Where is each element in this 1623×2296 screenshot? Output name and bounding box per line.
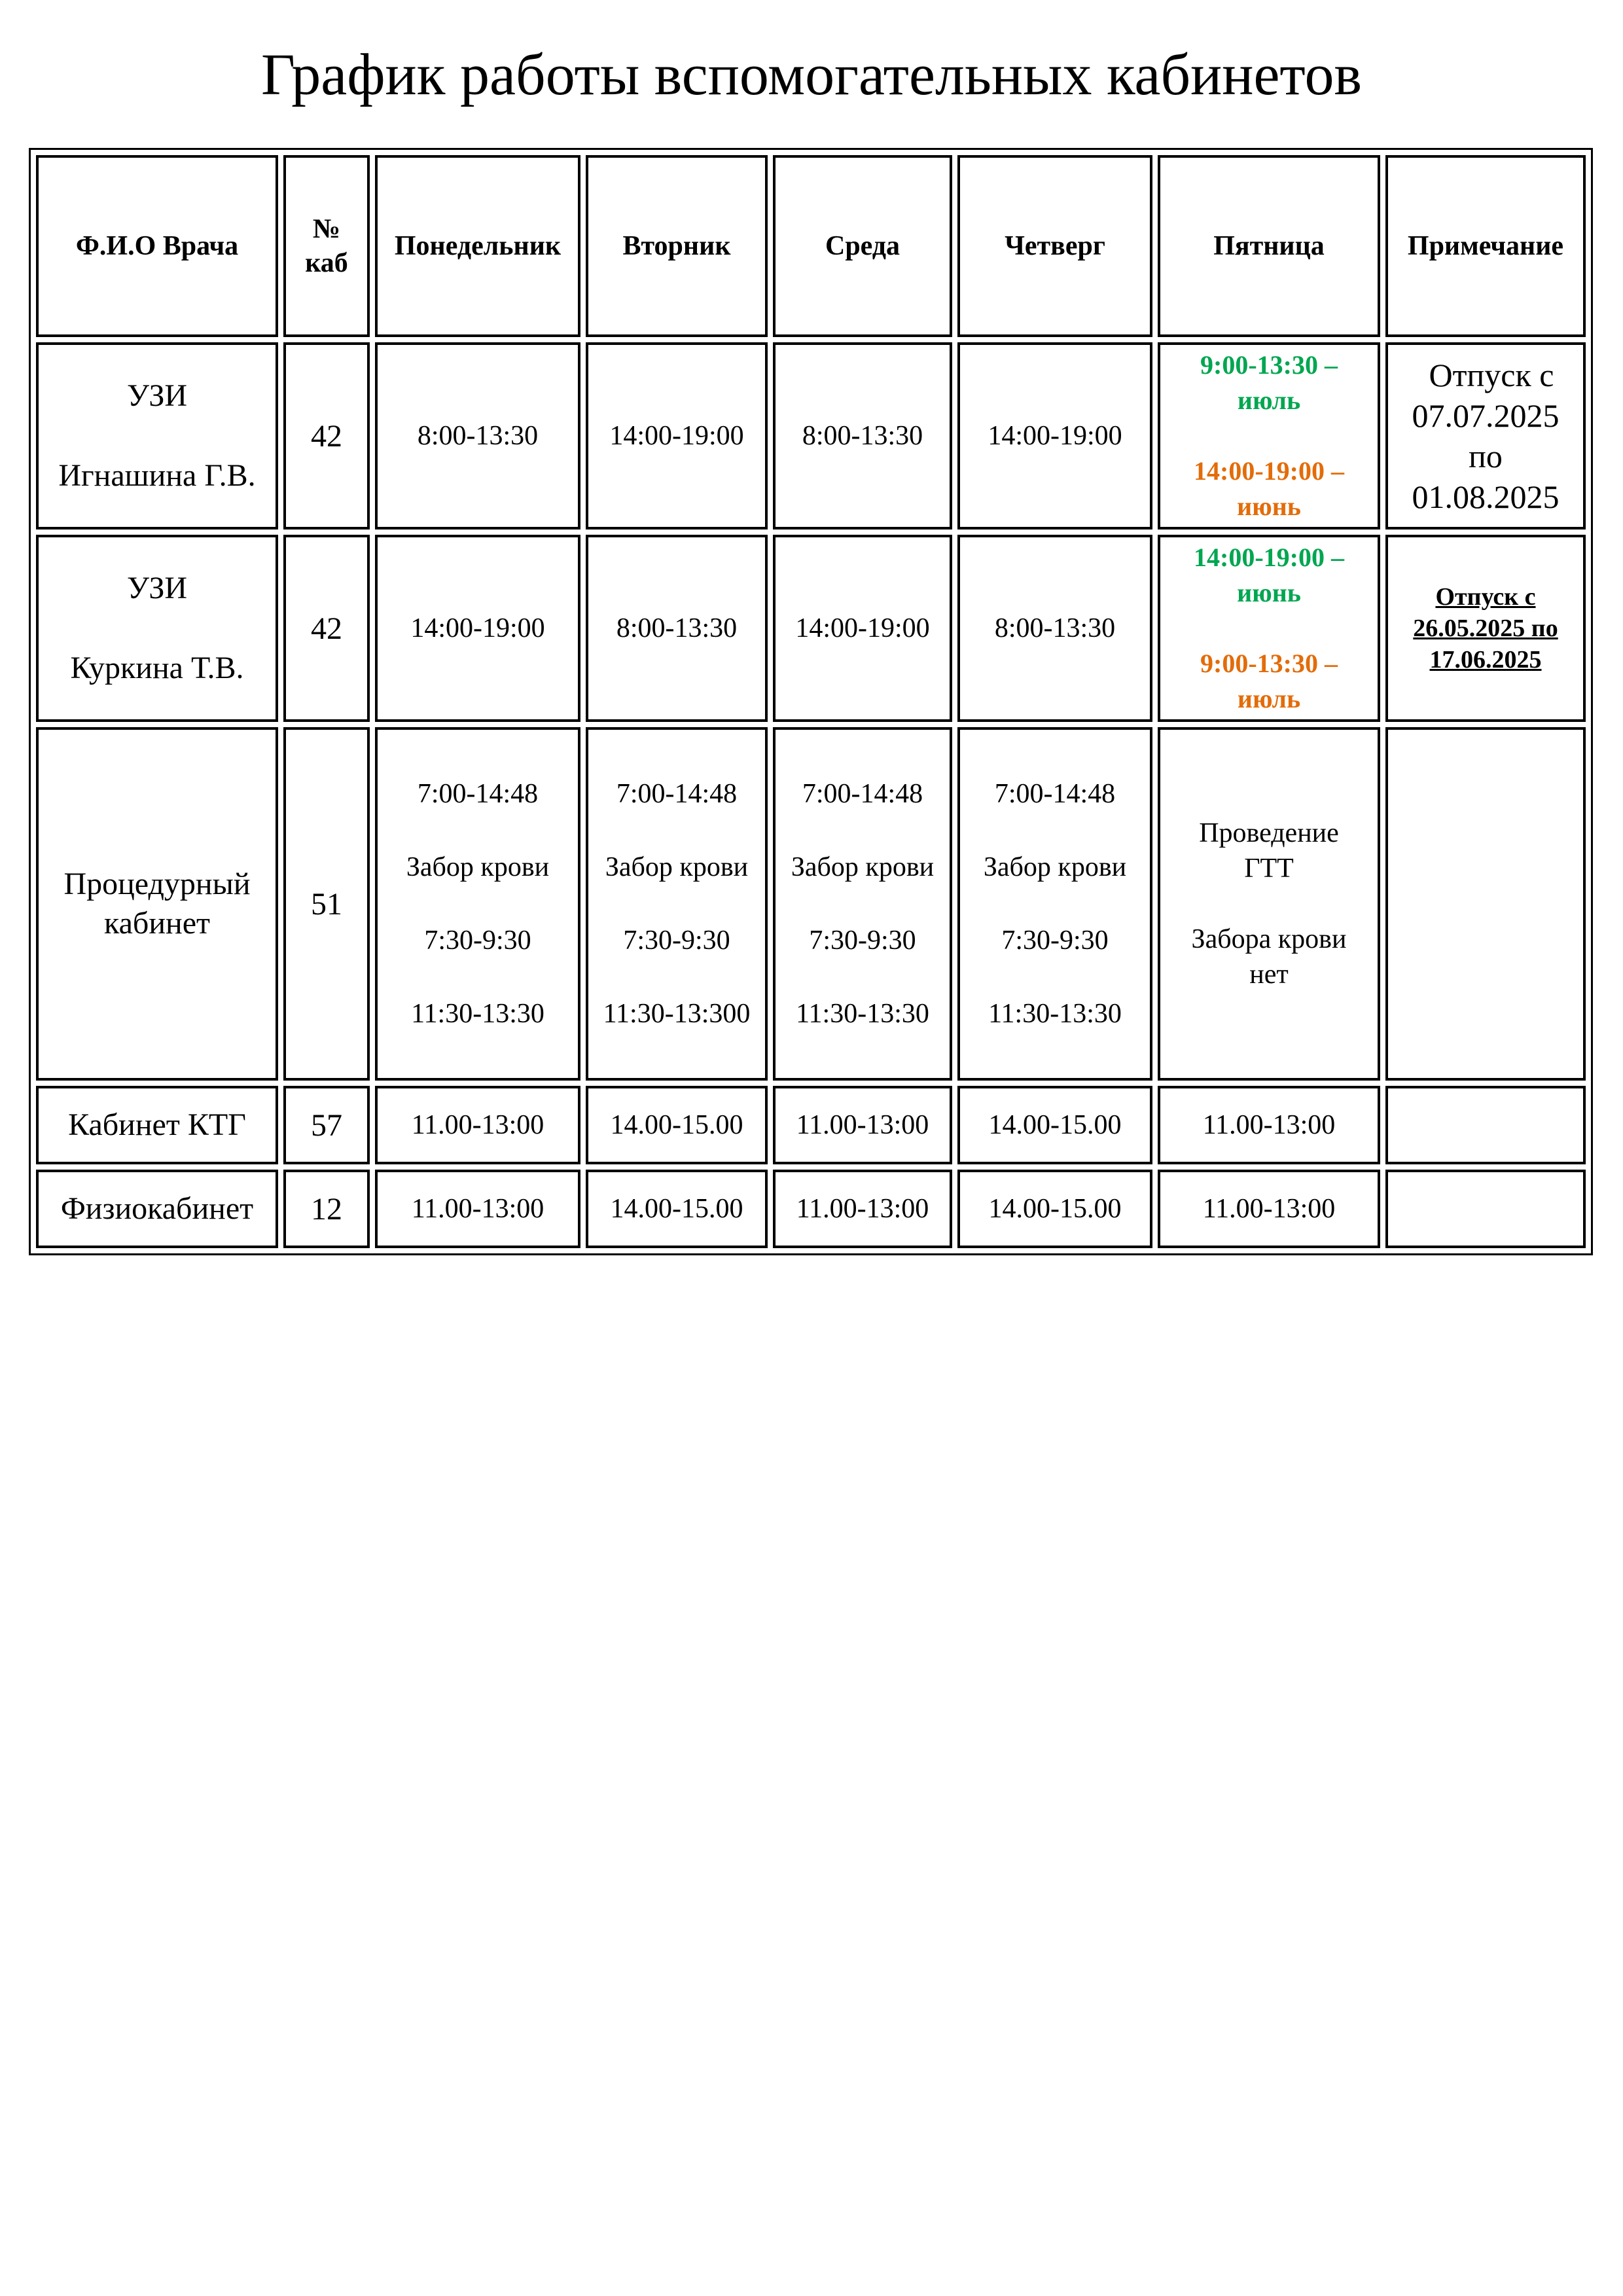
table-row xyxy=(36,727,1586,1081)
blood-draw-label: Забор крови xyxy=(983,852,1127,882)
blood-draw-time: 11:30-13:30 xyxy=(411,999,544,1029)
blood-draw-time: 11:30-13:30 xyxy=(988,999,1122,1029)
no-blood-draw-line: нет xyxy=(1249,960,1289,990)
tuesday-hours: 14:00-19:00 xyxy=(586,342,768,529)
doctor-cell: Физиокабинет xyxy=(36,1170,278,1248)
tuesday-hours: 14.00-15.00 xyxy=(586,1170,768,1248)
header-name: Ф.И.О Врача xyxy=(36,155,278,337)
work-hours: 7:00-14:48 xyxy=(994,779,1116,809)
table-row xyxy=(36,1170,1586,1248)
blood-draw-time: 7:30-9:30 xyxy=(623,925,730,956)
blood-draw-time: 11:30-13:30 xyxy=(796,999,929,1029)
doctor-department: УЗИ xyxy=(126,571,188,605)
friday-june-label: июнь xyxy=(1237,578,1301,607)
wednesday-hours xyxy=(773,727,952,1081)
gtt-line: Проведение xyxy=(1199,818,1339,848)
thursday-hours: 14.00-15.00 xyxy=(957,1086,1152,1164)
header-note: Примечание xyxy=(1385,155,1586,337)
tuesday-hours: 8:00-13:30 xyxy=(586,535,768,722)
room-number: 42 xyxy=(283,535,370,722)
header-row xyxy=(36,155,1586,337)
no-blood-draw-line: Забора крови xyxy=(1191,924,1347,954)
cabinet-name-line: Процедурный xyxy=(63,867,251,901)
friday-july-label: июль xyxy=(1237,386,1301,415)
table-row xyxy=(36,342,1586,529)
gtt-block xyxy=(1163,816,1375,886)
monday-hours xyxy=(375,727,580,1081)
tuesday-hours xyxy=(586,727,768,1081)
blood-draw-label: Забор крови xyxy=(605,852,749,882)
friday-july-block xyxy=(1163,646,1375,717)
note-cell xyxy=(1385,1086,1586,1164)
wednesday-hours: 14:00-19:00 xyxy=(773,535,952,722)
friday-hours xyxy=(1158,342,1380,529)
header-room-line2: каб xyxy=(305,248,348,278)
friday-july-time: 9:00-13:30 – xyxy=(1200,649,1338,678)
blood-draw-time: 7:30-9:30 xyxy=(424,925,531,956)
thursday-hours: 8:00-13:30 xyxy=(957,535,1152,722)
cabinet-name-line: кабинет xyxy=(104,906,210,941)
friday-july-label: июль xyxy=(1237,684,1301,713)
room-number: 12 xyxy=(283,1170,370,1248)
note-cell xyxy=(1385,535,1586,722)
thursday-hours xyxy=(957,727,1152,1081)
note-cell xyxy=(1385,1170,1586,1248)
note-cell xyxy=(1385,342,1586,529)
blood-draw-time: 11:30-13:300 xyxy=(603,999,751,1029)
friday-hours: 11.00-13:00 xyxy=(1158,1170,1380,1248)
note-line: 26.05.2025 по xyxy=(1413,615,1558,642)
work-hours: 7:00-14:48 xyxy=(802,779,923,809)
header-wednesday: Среда xyxy=(773,155,952,337)
friday-june-block xyxy=(1163,540,1375,611)
thursday-hours: 14:00-19:00 xyxy=(957,342,1152,529)
friday-june-time: 14:00-19:00 – xyxy=(1194,543,1344,572)
friday-july-time: 9:00-13:30 – xyxy=(1200,350,1338,380)
friday-june-time: 14:00-19:00 – xyxy=(1194,456,1344,486)
room-number: 57 xyxy=(283,1086,370,1164)
header-room-line1: № xyxy=(312,214,341,244)
no-blood-draw-block xyxy=(1163,922,1375,992)
monday-hours: 11.00-13:00 xyxy=(375,1086,580,1164)
doctor-cell xyxy=(36,342,278,529)
friday-july-block xyxy=(1163,348,1375,418)
header-tuesday: Вторник xyxy=(586,155,768,337)
note-line: по xyxy=(1469,438,1503,475)
header-thursday: Четверг xyxy=(957,155,1152,337)
work-hours: 7:00-14:48 xyxy=(616,779,738,809)
wednesday-hours: 8:00-13:30 xyxy=(773,342,952,529)
doctor-name: Куркина Т.В. xyxy=(70,651,244,685)
schedule-table xyxy=(29,148,1593,1255)
table-row xyxy=(36,535,1586,722)
room-number: 51 xyxy=(283,727,370,1081)
header-room xyxy=(283,155,370,337)
gtt-line: ГТТ xyxy=(1244,853,1294,884)
note-line: 17.06.2025 xyxy=(1429,646,1542,673)
tuesday-hours: 14.00-15.00 xyxy=(586,1086,768,1164)
blood-draw-time: 7:30-9:30 xyxy=(809,925,916,956)
friday-hours xyxy=(1158,535,1380,722)
work-hours: 7:00-14:48 xyxy=(417,779,539,809)
blood-draw-label: Забор крови xyxy=(791,852,935,882)
header-friday: Пятница xyxy=(1158,155,1380,337)
friday-hours xyxy=(1158,727,1380,1081)
note-line: Отпуск с xyxy=(1429,357,1554,393)
blood-draw-time: 7:30-9:30 xyxy=(1001,925,1109,956)
note-line: 07.07.2025 xyxy=(1412,397,1560,434)
friday-hours: 11.00-13:00 xyxy=(1158,1086,1380,1164)
friday-june-block xyxy=(1163,454,1375,524)
room-number: 42 xyxy=(283,342,370,529)
monday-hours: 8:00-13:30 xyxy=(375,342,580,529)
header-monday: Понедельник xyxy=(375,155,580,337)
doctor-cell: Кабинет КТГ xyxy=(36,1086,278,1164)
note-line: Отпуск с xyxy=(1435,583,1536,611)
note-line: 01.08.2025 xyxy=(1412,478,1560,515)
doctor-cell xyxy=(36,535,278,722)
doctor-cell xyxy=(36,727,278,1081)
doctor-department: УЗИ xyxy=(126,378,188,413)
doctor-name: Игнашина Г.В. xyxy=(58,458,256,493)
thursday-hours: 14.00-15.00 xyxy=(957,1170,1152,1248)
blood-draw-label: Забор крови xyxy=(406,852,550,882)
note-cell xyxy=(1385,727,1586,1081)
wednesday-hours: 11.00-13:00 xyxy=(773,1086,952,1164)
monday-hours: 11.00-13:00 xyxy=(375,1170,580,1248)
wednesday-hours: 11.00-13:00 xyxy=(773,1170,952,1248)
page-title: График работы вспомогательных кабинетов xyxy=(260,43,1363,107)
monday-hours: 14:00-19:00 xyxy=(375,535,580,722)
friday-june-label: июнь xyxy=(1237,492,1301,521)
table-row xyxy=(36,1086,1586,1164)
